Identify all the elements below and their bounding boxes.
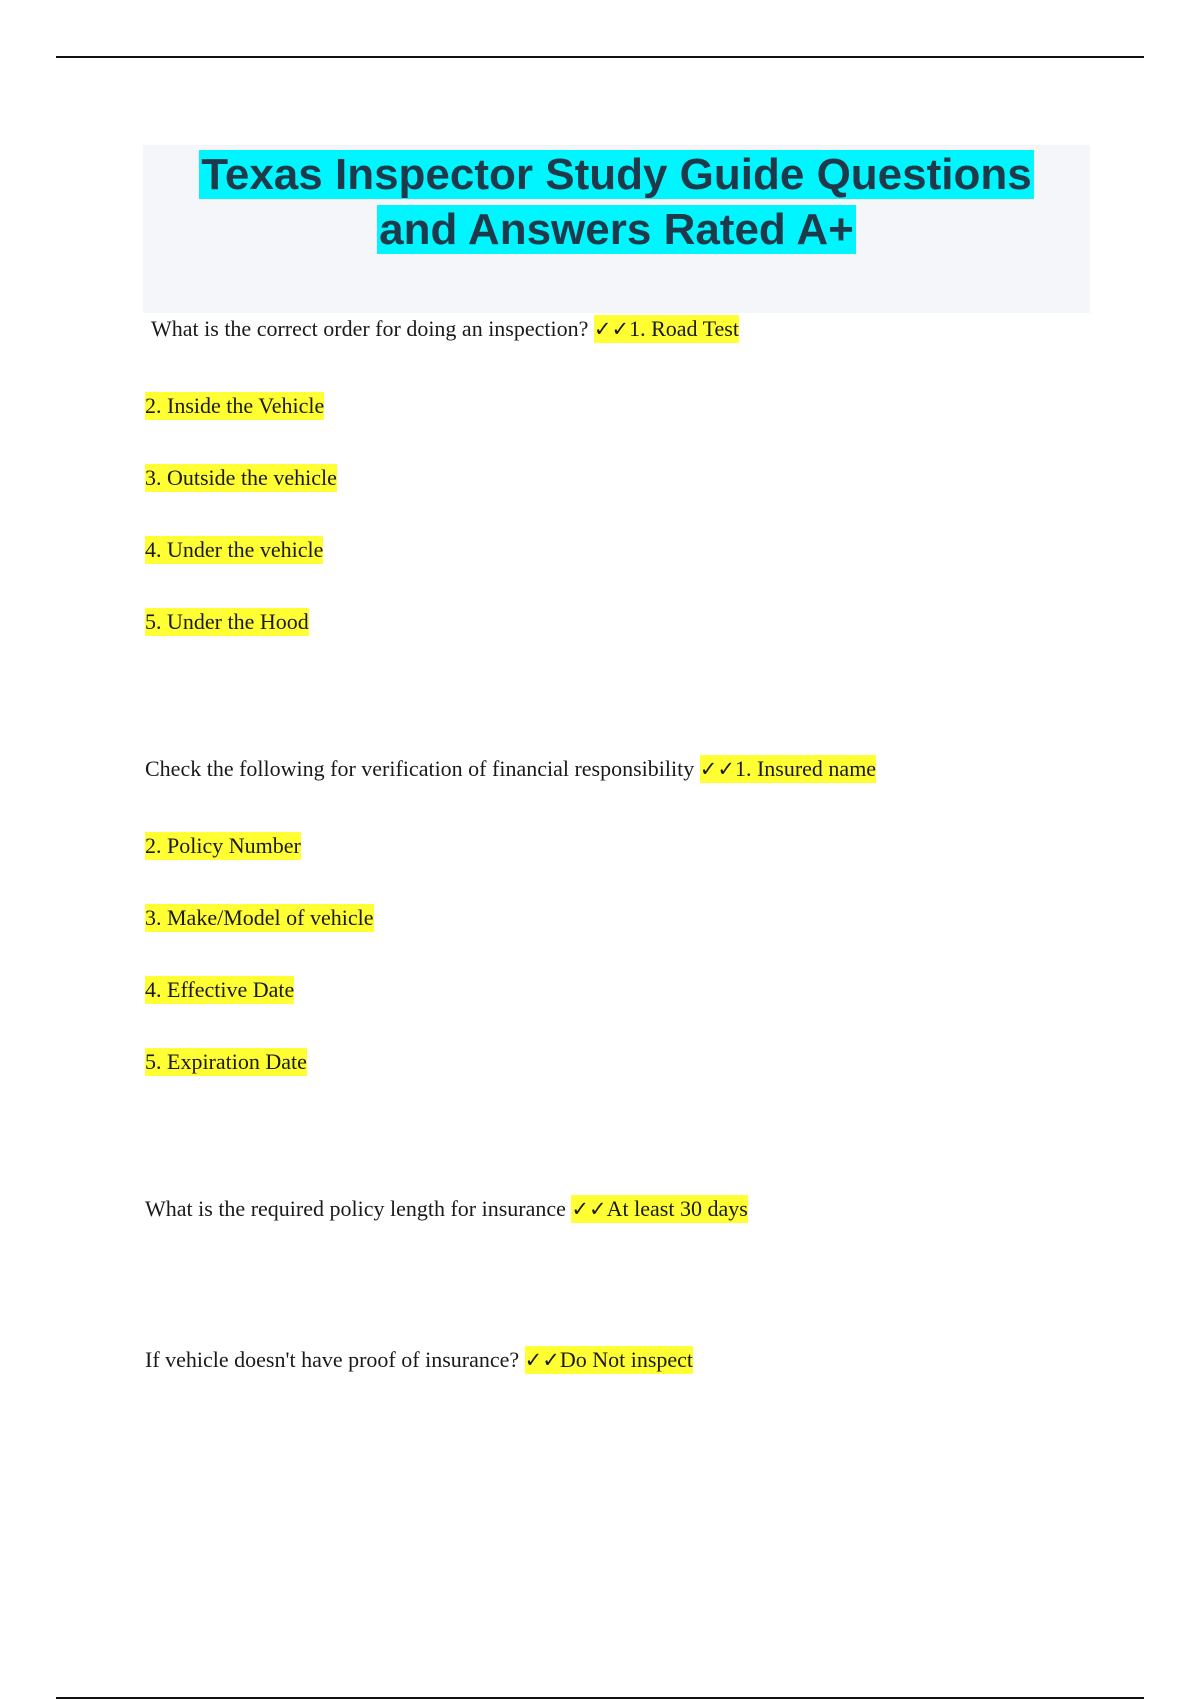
check-mark-icon: ✓✓ [593, 317, 630, 341]
answer-highlight [700, 755, 876, 783]
answer-item [145, 975, 294, 1005]
question-1 [151, 314, 739, 344]
answer-item [145, 1047, 307, 1077]
answer-item [145, 463, 337, 493]
check-mark-icon: ✓✓ [571, 1197, 607, 1221]
answer-item [145, 607, 309, 637]
answer-highlight [594, 315, 739, 343]
answer-item [145, 391, 324, 421]
answer-item [145, 535, 323, 565]
answer-item-text: 4. Effective Date [145, 977, 295, 1002]
document-title [143, 145, 1090, 257]
answer-highlight [571, 1195, 747, 1223]
answer-text: Do Not inspect [559, 1347, 694, 1372]
answer-item-text: 3. Outside the vehicle [145, 465, 337, 490]
question-text: Check the following for verification of financial responsibility [145, 756, 695, 781]
check-mark-icon: ✓✓ [699, 757, 735, 781]
answer-item [145, 903, 374, 933]
answer-item-text: 3. Make/Model of vehicle [145, 905, 374, 930]
title-line-1: Texas Inspector Study Guide Questions [201, 150, 1032, 199]
question-4 [145, 1345, 693, 1375]
title-block [143, 145, 1090, 313]
question-3 [145, 1194, 748, 1224]
answer-item-text: 2. Policy Number [145, 833, 301, 858]
answer-item-text: 4. Under the vehicle [145, 537, 324, 562]
answer-text: 1. Road Test [629, 316, 739, 341]
answer-highlight [525, 1346, 693, 1374]
top-rule [56, 56, 1144, 58]
question-text: If vehicle doesn't have proof of insurance? [145, 1347, 520, 1372]
question-text: What is the required policy length for insurance [145, 1196, 566, 1221]
answer-item-text: 2. Inside the Vehicle [145, 393, 325, 418]
bottom-rule [56, 1697, 1144, 1699]
question-text: What is the correct order for doing an inspection? [151, 316, 589, 341]
question-2 [145, 754, 876, 784]
check-mark-icon: ✓✓ [524, 1348, 560, 1372]
title-line-2: and Answers Rated A+ [379, 205, 854, 254]
answer-item-text: 5. Under the Hood [145, 609, 309, 634]
answer-item [145, 831, 301, 861]
answer-text: 1. Insured name [734, 756, 877, 781]
answer-item-text: 5. Expiration Date [145, 1049, 307, 1074]
answer-text: At least 30 days [606, 1196, 748, 1221]
